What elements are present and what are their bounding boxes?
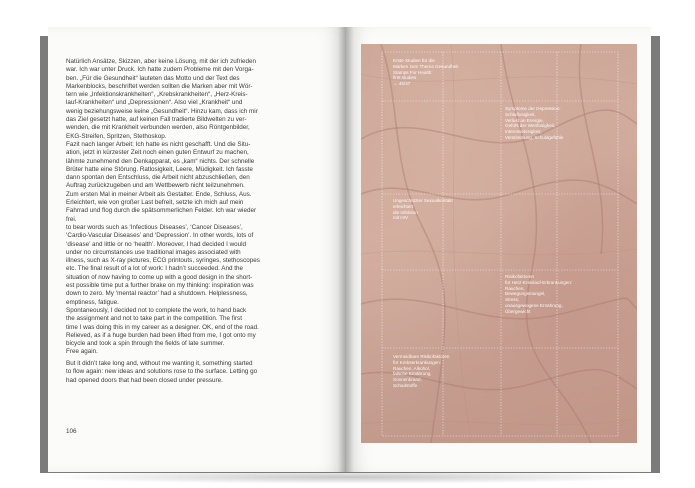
closing-paragraph: But it didn’t take long and, without me wanting it, something started to flow again: new ideas and solutions rose to the surface. Letting go had opened doors that had been closed under pressure. [66, 360, 258, 384]
book-gutter [338, 27, 354, 472]
caption-title: Erste Studien für die Marken zum Thema Gesundheit Stamps For Health: first studies → 46/47 [393, 58, 459, 87]
heart-disease-label: Risikofaktoren für Herz-Kreislauf-Erkrankungen: Rauchen, Bewegungsmangel, Stress, unausgewogene Ernährung, Übergewicht [505, 274, 573, 314]
page-number: 106 [66, 428, 77, 435]
infection-label: Ungeschützter Sexualkontakt erleichtert die Infektion mit HIV [393, 198, 453, 221]
german-paragraph: Natürlich Ansätze, Skizzen, aber keine Lösung, mit der ich zufrieden war. Ich war unter Druck. Ich hatte zudem Probleme mit den Vorga- ben. „Für die Gesundheit“ lauteten das Motto und der Text des Markenblocks, beschriftet werden sollten die Marken aber mit Wör- tern wie „Infektionskrankheiten“, „Krebskrankheiten“, „Herz-Kreis- lauf-Krankheiten“ und „Depressionen“. Also viel „Krankheit“ und wenig beziehungsweise keine „Gesundheit“. Hinzu kam, dass ich mir das Ziel gesetzt hatte, auf keinen Fall tradierte Bildwelten zu ver- wenden, die mit Krankheit verbunden werden, also Röntgenbilder, EKG-Streifen, Spritzen, Stethoskop. Fazit nach langer Arbeit: Ich hatte es nicht geschafft. Und die Situ- ation, jetzt in kürzester Zeit noch einen guten Entwurf zu machen, lähmte zunehmend den Denkapparat, es „kam“ nichts. Der schnelle Brüter hatte eine Störung. Ratlosigkeit, Leere, Müdigkeit. Ich fasste dann spontan den Entschluss, die Arbeit nicht abzuschließen, den Auftrag zurückzugeben und am Wettbewerb nicht teilzunehmen. Zum ersten Mal in meiner Arbeit als Gestalter. Ende, Schluss, Aus. Erleichtert, wie von großer Last befreit, setzte ich mich auf mein Fahrrad und flog durch die spätsommerlichen Felder. Ich war wieder frei. [66, 58, 258, 223]
english-paragraph: to bear words such as ‘Infectious Diseases’, ‘Cancer Diseases’, ‘Cardio-Vascular Diseases’ and ‘Depression’. In other words, lots of ‘disease’ and little or no ‘health’. Moreover, I had decided I would under no circumstances use traditional images associated with illness, such as X-ray pictures, ECG printouts, syringes, stethoscopes etc. The final result of a lot of work: I hadn’t succeeded. And the situation of now having to come up with a good design in the short- est possible time put a further brake on my thinking: inspiration was down to zero. My ‘mental reactor’ had a shutdown. Helplessness, emptiness, fatigue. Spontaneously, I decided not to complete the work, to hand back the assignment and not to take part in the competition. The first time I was doing this in my career as a designer. OK, end of the road. Relieved, as if a huge burden had been lifted from me, I got onto my bicycle and took a spin through the fields of late summer. Free again. [66, 224, 260, 356]
depression-label: Symptome der Depression: Schlaflosigkeit, Verlust an Energie, Gefühl der Wertlosigkeit, Interesselosigkeit, Verstimmung, Schuldgefühle [505, 106, 564, 140]
cancer-label: Vermeidbare Risikofaktoren für Krebserkrankungen: Rauchen, Alkohol, falsche Ernährung, Sonnenbrand, Schadstoffe [393, 354, 450, 388]
skin-photo [361, 44, 637, 443]
